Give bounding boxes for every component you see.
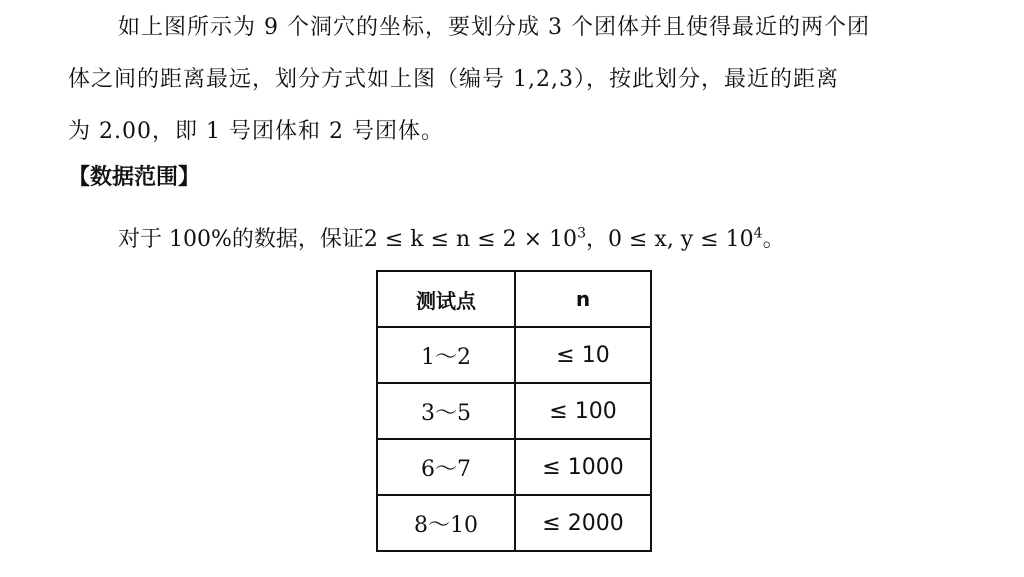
table-cell-test-point: 3～5 (377, 383, 515, 439)
table-cell-test-point: 6～7 (377, 439, 515, 495)
paragraph-line-1: 如上图所示为 9 个洞穴的坐标，要划分成 3 个团体并且使得最近的两个团 (118, 15, 870, 40)
table-header-test-point: 测试点 (377, 271, 515, 327)
table-header-n: n (515, 271, 651, 327)
table-cell-n: ≤ 100 (515, 383, 651, 439)
paragraph-line-3: 为 2.00，即 1 号团体和 2 号团体。 (68, 119, 444, 144)
table-row (377, 327, 651, 383)
paragraph-line-2: 体之间的距离最远，划分方式如上图（编号 1,2,3），按此划分，最近的距离 (68, 67, 839, 92)
table-cell-n: ≤ 1000 (515, 439, 651, 495)
constraint-k-exponent: 3 (577, 225, 586, 242)
constraint-suffix: 。 (762, 227, 785, 252)
constraint-prefix: 对于 100%的数据，保证 (118, 227, 364, 252)
table-row (377, 495, 651, 551)
constraint-k-range: 2 ≤ k ≤ n ≤ 2 × 10 (363, 227, 578, 252)
section-heading-data-range: 【数据范围】 (68, 165, 201, 190)
constraint-line (118, 222, 785, 253)
table-cell-n: ≤ 10 (515, 327, 651, 383)
table-cell-test-point: 8～10 (377, 495, 515, 551)
constraint-separator: ， (585, 227, 608, 252)
constraint-xy-range: 0 ≤ x, y ≤ 10 (608, 227, 754, 252)
table-cell-test-point: 1～2 (377, 327, 515, 383)
table-header-row (377, 271, 651, 327)
table-row (377, 439, 651, 495)
table-cell-n: ≤ 2000 (515, 495, 651, 551)
table-row (377, 383, 651, 439)
constraint-xy-exponent: 4 (753, 225, 763, 242)
data-range-table (376, 270, 652, 552)
